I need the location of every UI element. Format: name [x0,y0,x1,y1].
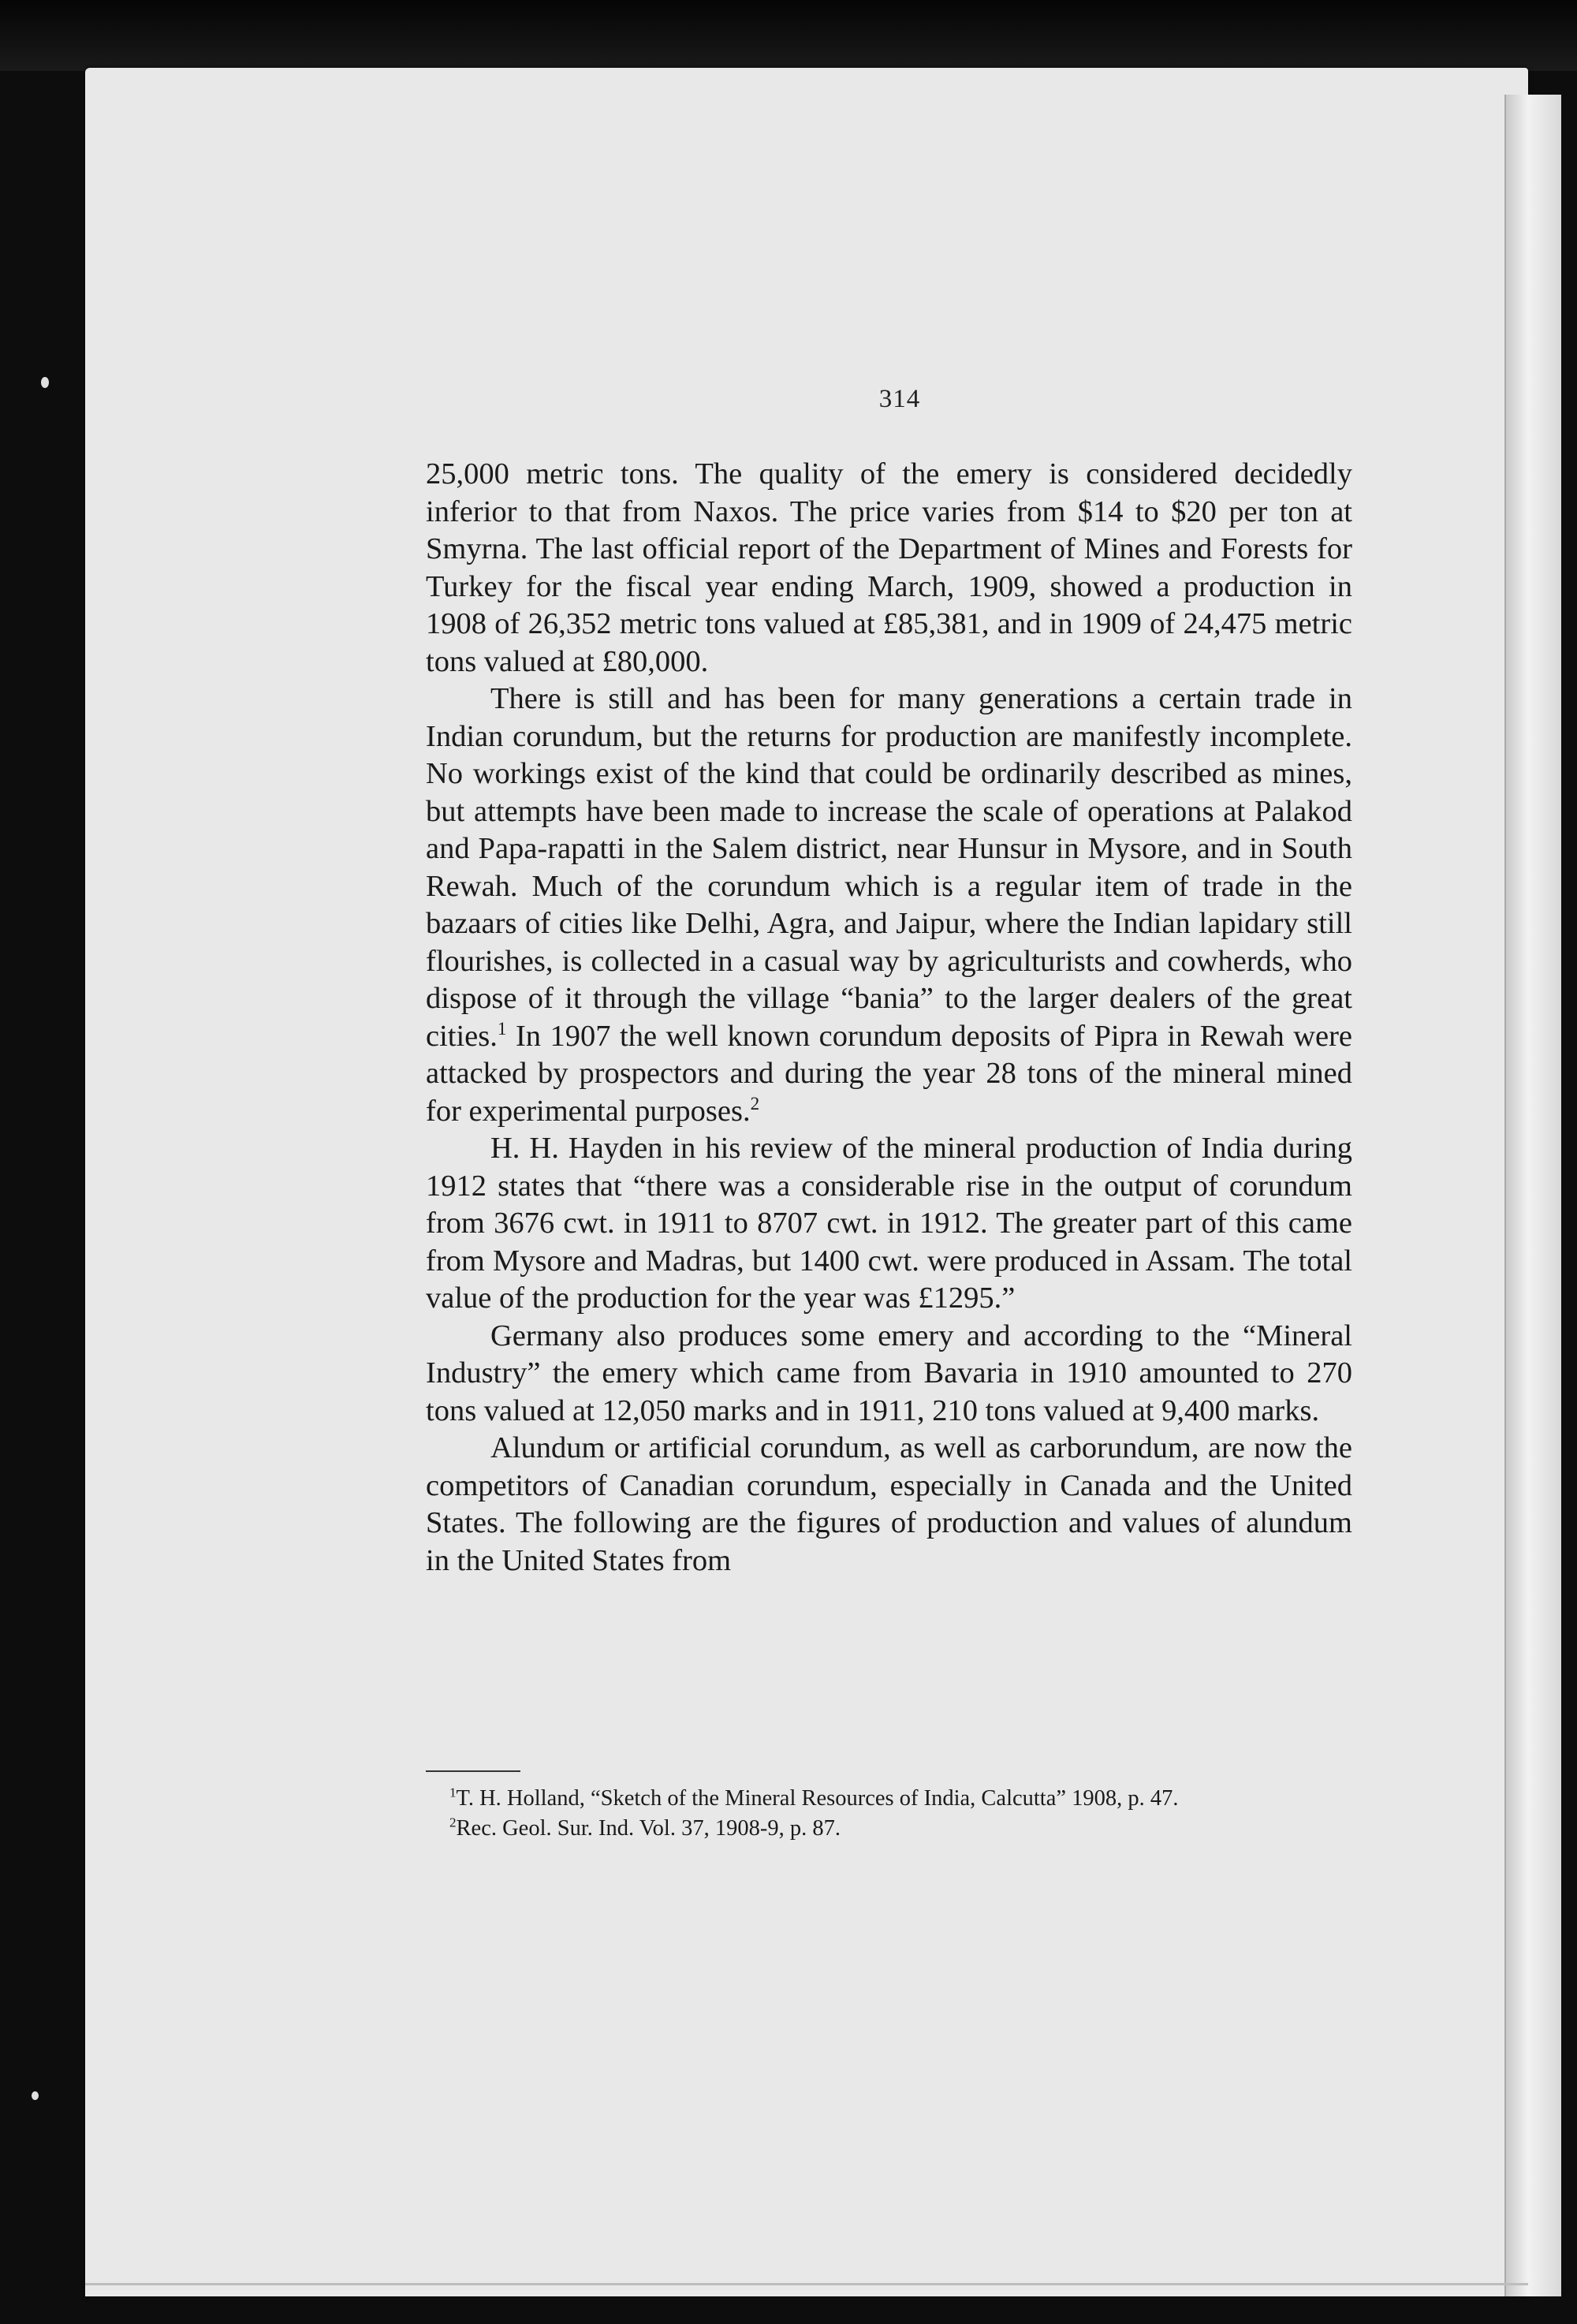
scan-speck [41,377,49,388]
footnote-divider [426,1770,520,1772]
page-bottom-edge [85,2283,1528,2285]
paragraph-text: In 1907 the well known corundum deposits of Pipra in Rewah were attacked by prospectors and during the year 28 tons of the mineral mined for experimental purposes. [426,1019,1352,1128]
paragraph: H. H. Hayden in his review of the mineral production of India during 1912 states that “there was a considerable rise in the output of corundum from 3676 cwt. in 1911 to 8707 cwt. in 1912. The greater part of this came from Mysore and Madras, but 1400 cwt. were produced in Assam. The total value of the production for the year was £1295.” [426,1132,1352,1315]
footnote-mark: 2 [750,1092,760,1114]
page-number: 314 [878,385,921,413]
body-text [426,456,1352,1580]
scan-border [0,0,1577,71]
footnote-mark: 1 [497,1017,507,1039]
footnote-number: 2 [449,1815,457,1830]
footnote-text: T. H. Holland, “Sketch of the Mineral Resources of India, Calcutta” 1908, p. 47. [456,1786,1179,1811]
paragraph-text: There is still and has been for many generations a certain trade in Indian corundum, but the returns for production are manifestly incomplete. No workings exist of the kind that could be ordinarily described as mines, but attempts have been made to increase the scale of operations at Palakod and Papa-rapatti in the Salem district, near Hunsur in Mysore, and in South Rewah. Much of the corundum which is a regular item of trade in the bazaars of cities like Delhi, Agra, and Jaipur, where the Indian lapidary still flourishes, is collected in a casual way by agriculturists and cowherds, who dispose of it through the village “bania” to the larger dealers of the great cities. [426,682,1352,1053]
paragraph: 25,000 metric tons. The quality of the emery is considered decidedly inferior to that from Naxos. The price varies from $14 to $20 per ton at Smyrna. The last official report of the Department of Mines and Forests for Turkey for the fiscal year ending March, 1909, showed a production in 1908 of 26,352 metric tons valued at £85,381, and in 1909 of 24,475 metric tons valued at £80,000. [426,457,1352,678]
footnote [426,1784,1352,1814]
paragraph: Alundum or artificial corundum, as well as carborundum, are now the competitors of Canadian corundum, especially in Canada and the United States. The following are the figures of production and values of alundum in the United States from [426,1431,1352,1577]
paragraph: Germany also produces some emery and according to the “Mineral Industry” the emery which came from Bavaria in 1910 amounted to 270 tons valued at 12,050 marks and in 1911, 210 tons valued at 9,400 marks. [426,1319,1352,1427]
footnote [426,1814,1352,1844]
page-edge [1504,95,1561,2296]
footnote-number: 1 [449,1785,457,1800]
paragraph [426,681,1352,1130]
footnote-text: Rec. Geol. Sur. Ind. Vol. 37, 1908-9, p. 87. [456,1816,841,1841]
footnotes [426,1784,1352,1844]
scan-speck [32,2091,39,2100]
